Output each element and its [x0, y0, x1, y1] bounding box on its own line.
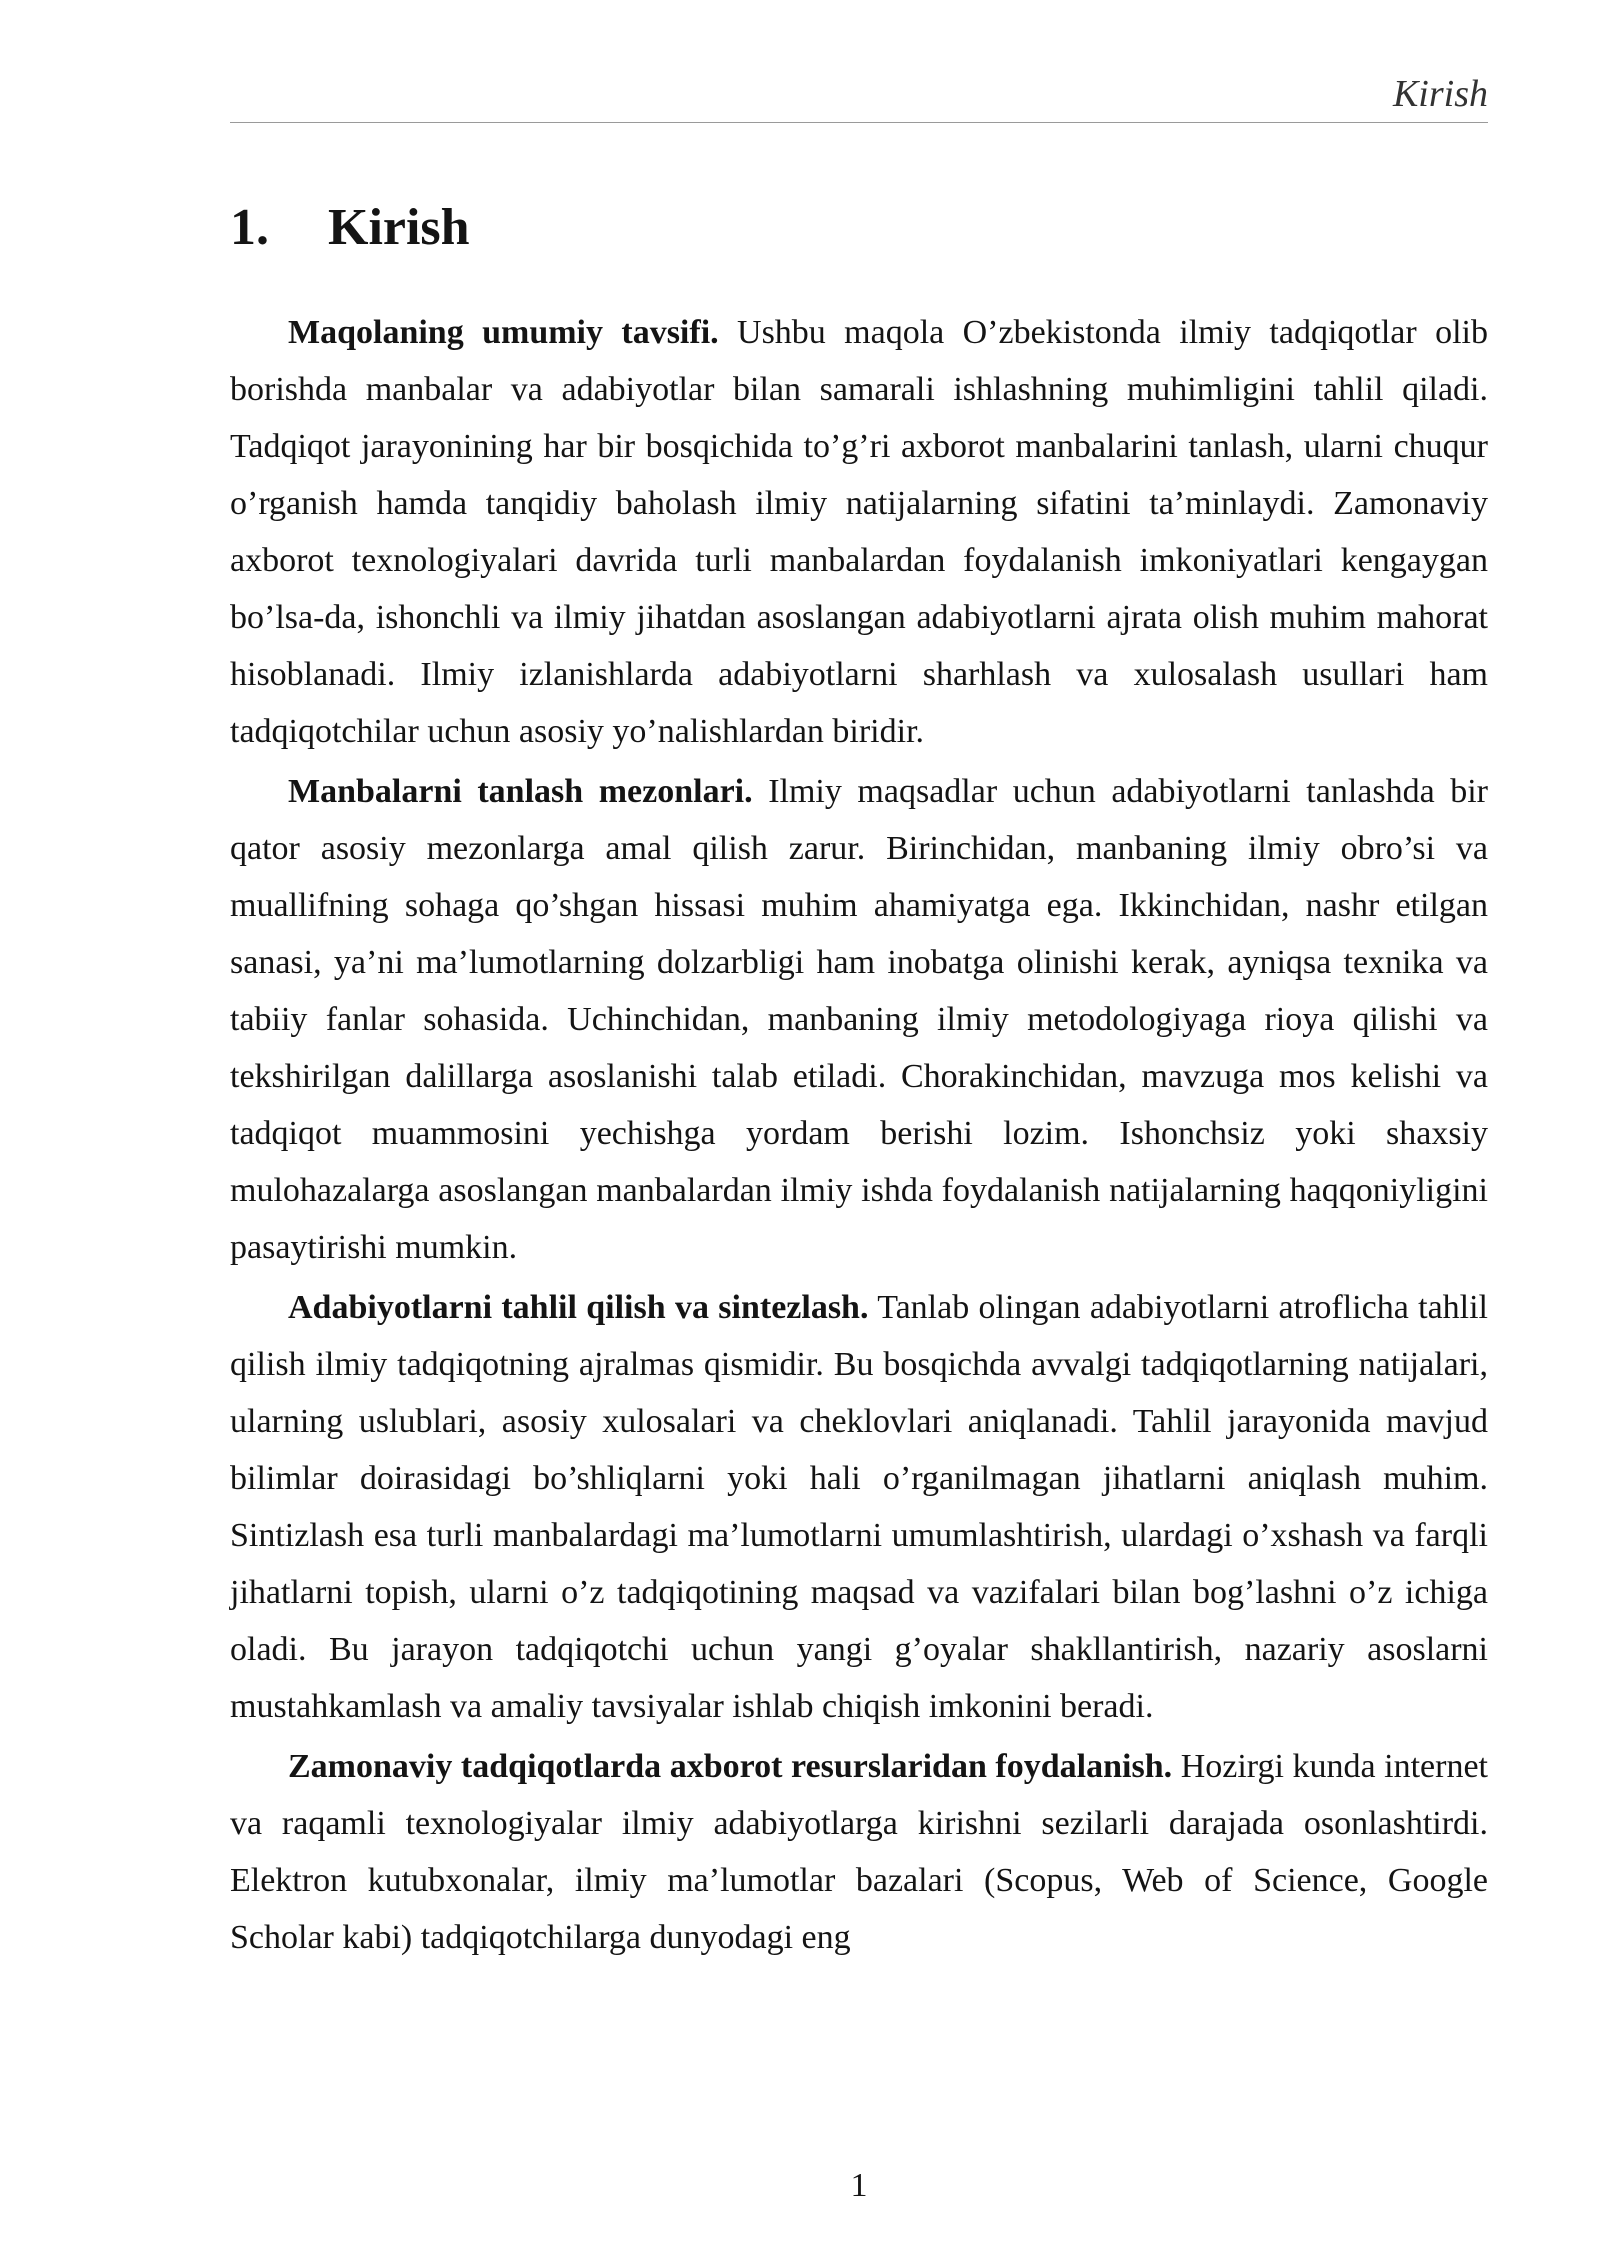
paragraph-selection-criteria — [230, 763, 1488, 1276]
paragraph-title: Adabiyotlarni tahlil qilish va sintezlash. — [288, 1289, 869, 1326]
paragraph-text: Ilmiy maqsadlar uchun adabiyotlarni tanlashda bir qator asosiy mezonlarga amal qilish zarur. Birinchidan, manbaning ilmiy obro’si va muallifning sohaga qo’shgan hissasi muhim ahamiyatga ega. Ikkinchidan, nashr etilgan sanasi, ya’ni ma’lumotlarning dolzarbligi ham inobatga olinishi kerak, ayniqsa texnika va tabiiy fanlar sohasida. Uchinchidan, manbaning ilmiy metodologiyaga rioya qilishi va tekshirilgan dalillarga asoslanishi talab etiladi. Chorakinchidan, mavzuga mos kelishi va tadqiqot muammosini yechishga yordam berishi lozim. Ishonchsiz yoki shaxsiy mulohazalarga asoslangan manbalardan ilmiy ishda foydalanish natijalarning haqqoniyligini pasaytirishi mumkin. — [230, 773, 1489, 1266]
section-title: Kirish — [328, 199, 470, 256]
page-number: 1 — [850, 2167, 868, 2204]
section-number: 1. — [230, 199, 269, 256]
body-text — [230, 304, 1488, 1969]
paragraph-general-description — [230, 304, 1488, 760]
header-rule — [230, 122, 1488, 123]
running-header: Kirish — [1392, 73, 1488, 115]
paragraph-title: Manbalarni tanlash mezonlari. — [288, 773, 753, 810]
section-heading — [230, 196, 470, 260]
paragraph-text: Tanlab olingan adabiyotlarni atroflicha tahlil qilish ilmiy tadqiqotning ajralmas qismidir. Bu bosqichda avvalgi tadqiqotlarning natijalari, ularning uslublari, asosiy xulosalari va cheklovlari aniqlanadi. Tahlil jarayonida mavjud bilimlar doirasidagi bo’shliqlarni yoki hali o’rganilmagan jihatlarni aniqlash muhim. Sintizlash esa turli manbalardagi ma’lumotlarni umumlashtirish, ulardagi o’xshash va farqli jihatlarni topish, ularni o’z tadqiqotining maqsad va vazifalari bilan bog’lashni o’z ichiga oladi. Bu jarayon tadqiqotchi uchun yangi g’oyalar shakllantirish, nazariy asoslarni mustahkamlash va amaliy tavsiyalar ishlab chiqish imkonini beradi. — [230, 1289, 1488, 1725]
paragraph-text: Hozirgi kunda internet va raqamli texnologiyalar ilmiy adabiyotlarga kirishni sezilarli darajada osonlashtirdi. Elektron kutubxonalar, ilmiy ma’lumotlar bazalari (Scopus, Web of Science, Google Scholar kabi) tadqiqotchilarga dunyodagi eng — [230, 1748, 1489, 1956]
paragraph-title: Maqolaning umumiy tavsifi. — [288, 314, 719, 351]
paragraph-information-resources — [230, 1738, 1488, 1966]
paragraph-title: Zamonaviy tadqiqotlarda axborot resurslaridan foydalanish. — [288, 1748, 1173, 1785]
paragraph-text: Ushbu maqola O’zbekistonda ilmiy tadqiqotlar olib borishda manbalar va adabiyotlar bilan samarali ishlashning muhimligini tahlil qiladi. Tadqiqot jarayonining har bir bosqichida to’g’ri axborot manbalarini tanlash, ularni chuqur o’rganish hamda tanqidiy baholash ilmiy natijalarning sifatini ta’minlaydi. Zamonaviy axborot texnologiyalari davrida turli manbalardan foydalanish imkoniyatlari kengaygan bo’lsa-da, ishonchli va ilmiy jihatdan asoslangan adabiyotlarni ajrata olish muhim mahorat hisoblanadi. Ilmiy izlanishlarda adabiyotlarni sharhlash va xulosalash usullari ham tadqiqotchilar uchun asosiy yo’nalishlardan biridir. — [230, 314, 1488, 750]
paragraph-analysis-synthesis — [230, 1279, 1488, 1735]
